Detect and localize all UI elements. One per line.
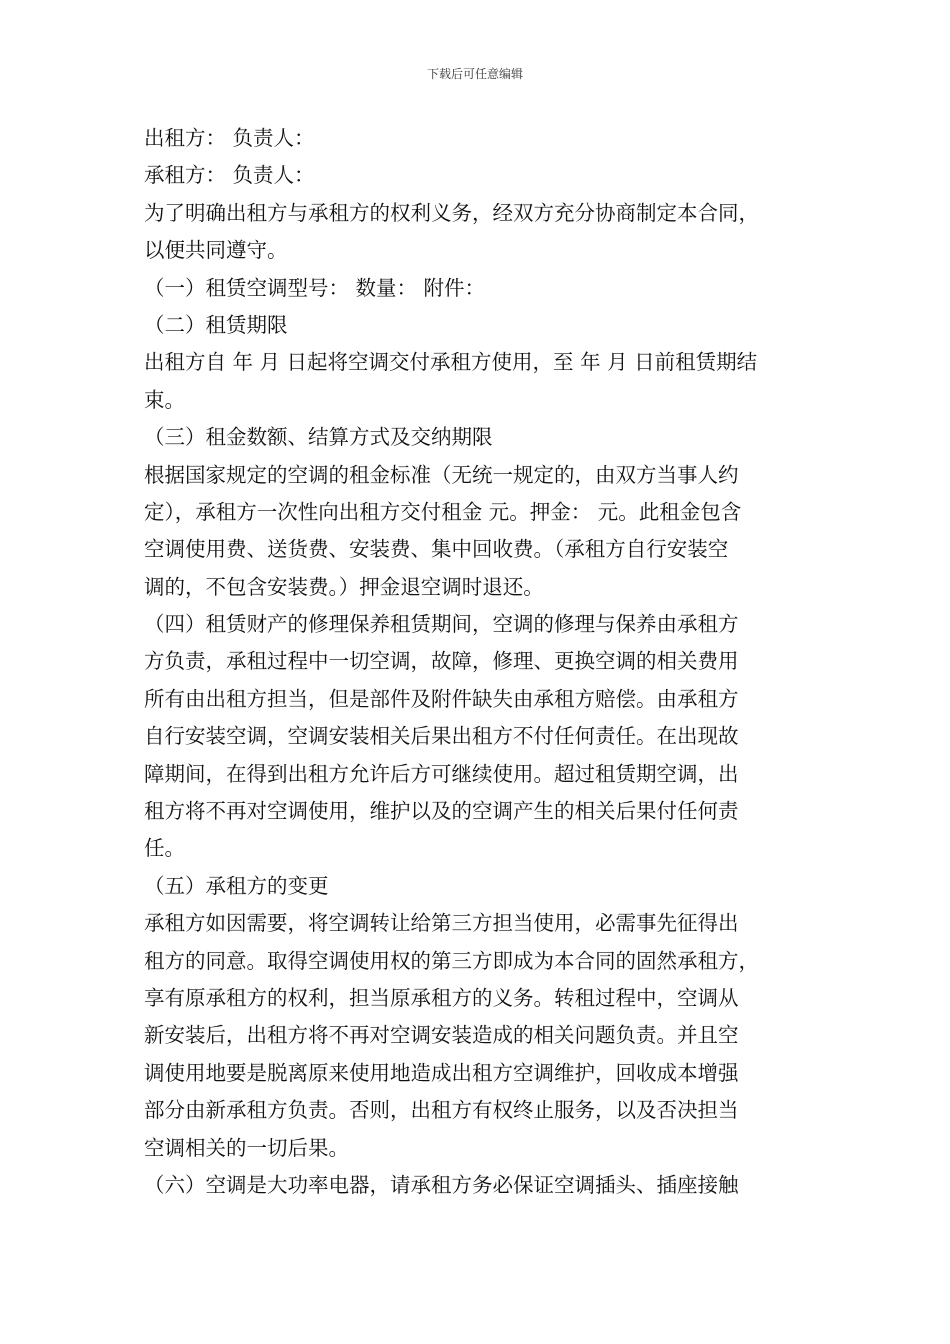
section-heading: （六）空调是大功率电器，请承租方务必保证空调插头、插座接触 (144, 1172, 739, 1197)
text-line: 所有由出租方担当，但是部件及附件缺失由承租方赔偿。由承租方 (144, 686, 739, 711)
text-line: 承租方： 负责人： (144, 163, 315, 188)
section-heading: （五）承租方的变更 (144, 873, 329, 898)
section-heading: （四）租赁财产的修理保养租赁期间，空调的修理与保养由承租方 (144, 612, 739, 637)
section-heading: （二）租赁期限 (144, 312, 288, 337)
section-heading: （三）租金数额、结算方式及交纳期限 (144, 425, 493, 450)
text-line: 出租方自 年 月 日起将空调交付承租方使用，至 年 月 日前租赁期结 (144, 350, 758, 375)
text-line: 租方的同意。取得空调使用权的第三方即成为本合同的固然承租方， (144, 948, 759, 973)
text-line: 空调使用费、送货费、安装费、集中回收费。（承租方自行安装空 (144, 537, 729, 562)
text-line: 障期间，在得到出租方允许后方可继续使用。超过租赁期空调，出 (144, 761, 739, 786)
text-line: 根据国家规定的空调的租金标准（无统一规定的，由双方当事人约 (144, 462, 739, 487)
text-line: 享有原承租方的权利，担当原承租方的义务。转租过程中，空调从 (144, 985, 739, 1010)
text-line: 束。 (144, 387, 185, 412)
text-line: 空调相关的一切后果。 (144, 1135, 349, 1160)
document-body (144, 120, 808, 1204)
text-line: 调的，不包含安装费。）押金退空调时退还。 (144, 574, 544, 599)
text-line: 自行安装空调，空调安装相关后果出租方不付任何责任。在出现故 (144, 724, 739, 749)
text-line: 以便共同遵守。 (144, 238, 288, 263)
text-line: 承租方如因需要，将空调转让给第三方担当使用，必需事先征得出 (144, 911, 739, 936)
section-heading: （一）租赁空调型号： 数量： 附件： (144, 275, 486, 300)
text-line: 任。 (144, 836, 185, 861)
text-line: 部分由新承租方负责。否则，出租方有权终止服务，以及否决担当 (144, 1098, 739, 1123)
text-line: 定），承租方一次性向出租方交付租金 元。押金： 元。此租金包含 (144, 499, 742, 524)
text-line: 调使用地要是脱离原来使用地造成出租方空调维护，回收成本增强 (144, 1060, 739, 1085)
text-line: 方负责，承租过程中一切空调，故障，修理、更换空调的相关费用 (144, 649, 739, 674)
text-line: 租方将不再对空调使用，维护以及的空调产生的相关后果付任何责 (144, 799, 739, 824)
text-line: 新安装后，出租方将不再对空调安装造成的相关问题负责。并且空 (144, 1023, 739, 1048)
page-header: 下载后可任意编辑 (426, 67, 523, 81)
text-line: 为了明确出租方与承租方的权利义务，经双方充分协商制定本合同， (144, 200, 759, 225)
text-line: 出租方： 负责人： (144, 126, 315, 150)
